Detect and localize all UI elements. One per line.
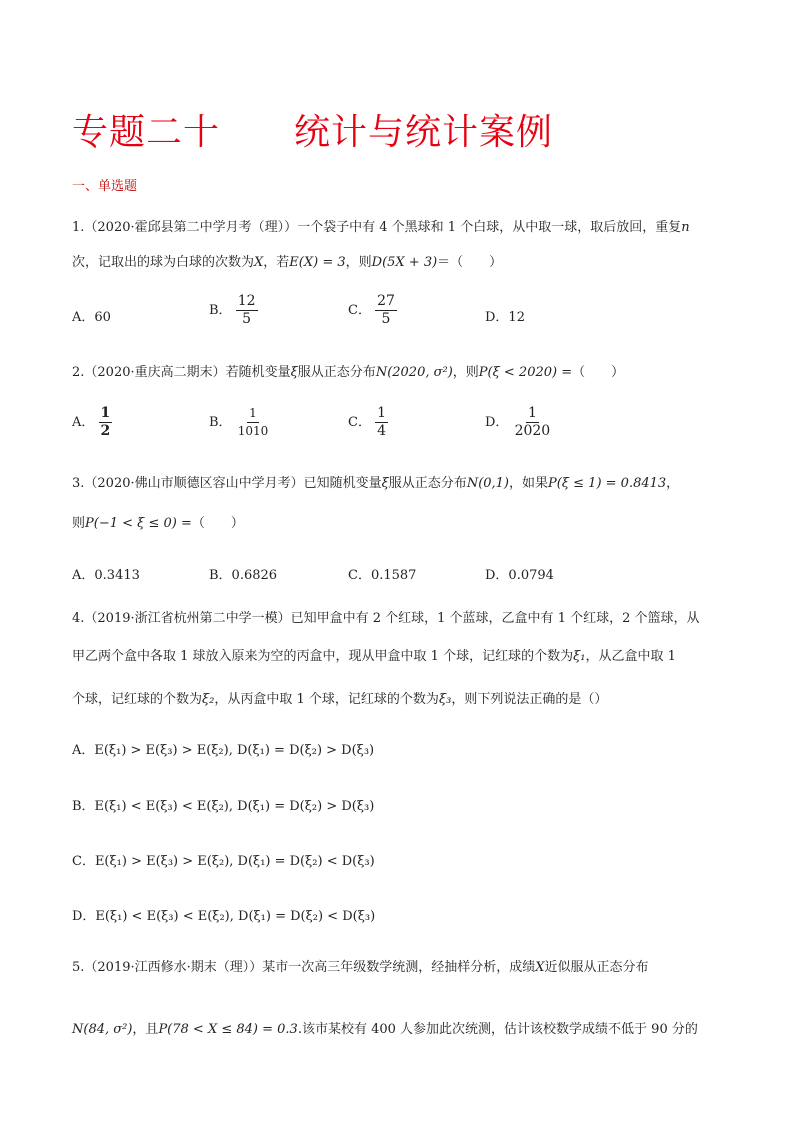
option-label: C． bbox=[348, 415, 371, 430]
fraction bbox=[236, 405, 271, 440]
q5-x: X bbox=[535, 960, 545, 975]
q1-text: 次，记取出的球为白球的次数为 bbox=[72, 255, 255, 270]
q4-text: ，从丙盒中取 1 个球，记红球的个数为 bbox=[214, 692, 439, 707]
fraction bbox=[375, 405, 388, 440]
numerator: 12 bbox=[237, 293, 256, 309]
fraction bbox=[513, 405, 553, 440]
option-label: C． bbox=[348, 303, 371, 318]
q4-text: ，则下列说法正确的是（） bbox=[451, 692, 608, 707]
q1-line-2 bbox=[72, 251, 502, 270]
q3-text: 3.（2020·佛山市顺德区容山中学月考）已知随机变量 bbox=[72, 476, 382, 491]
q4-xi1: ξ₁ bbox=[573, 649, 586, 664]
denominator: 4 bbox=[377, 423, 387, 439]
q4-option-c: C．E(ξ₁) > E(ξ₃) > E(ξ₂), D(ξ₁) = D(ξ₂) < D(ξ₃) bbox=[72, 854, 375, 869]
q2-normal: N(2020, σ²) bbox=[375, 365, 453, 380]
fraction bbox=[375, 293, 397, 328]
q2-option-c bbox=[348, 405, 388, 440]
q4-line-1: 4.（2019·浙江省杭州第二中学一模）已知甲盒中有 2 个红球，1 个蓝球，乙盒中有 1 个红球，2 个篮球，从 bbox=[72, 611, 700, 626]
numerator: 1 bbox=[377, 405, 387, 421]
q5-text: 5.（2019·江西修水·期末（理））某市一次高三年级数学统测，经抽样分析，成绩 bbox=[72, 960, 536, 975]
q1-x: X bbox=[254, 255, 264, 270]
q4-option-a: A．E(ξ₁) > E(ξ₃) > E(ξ₂), D(ξ₁) = D(ξ₂) > D(ξ₃) bbox=[72, 743, 375, 758]
numerator: 1 bbox=[247, 405, 259, 423]
q5-normal: N(84, σ²) bbox=[72, 1022, 133, 1037]
q4-line-2 bbox=[72, 645, 676, 664]
q1-option-b bbox=[209, 293, 258, 328]
q2-text: 2.（2020·重庆高二期末）若随机变量 bbox=[72, 365, 291, 380]
q5-prob: P(78 < X ≤ 84) = 0.3 bbox=[158, 1022, 298, 1037]
q3-prob-2: P(−1 < ξ ≤ 0) = bbox=[85, 516, 192, 531]
q1-dx: D(5X + 3) bbox=[371, 255, 438, 270]
q2-xi: ξ bbox=[290, 365, 298, 380]
q3-prob-1: P(ξ ≤ 1) = 0.8413 bbox=[548, 476, 667, 491]
q5-line-1 bbox=[72, 956, 649, 975]
q3-option-a: A．0.3413 bbox=[72, 568, 140, 583]
denominator: 2020 bbox=[514, 423, 551, 439]
q1-option-d: D．12 bbox=[485, 310, 525, 325]
fraction bbox=[236, 293, 258, 328]
q2-option-d bbox=[485, 405, 552, 440]
q3-line-2 bbox=[72, 512, 244, 531]
q3-xi: ξ bbox=[381, 476, 389, 491]
q1-ex: E(X) = 3 bbox=[289, 255, 346, 270]
q4-text: 甲乙两个盒中各取 1 球放入原来为空的丙盒中，现从甲盒中取 1 个球，记红球的个数为 bbox=[72, 649, 574, 664]
q1-line-1 bbox=[72, 216, 690, 235]
denominator: 5 bbox=[242, 311, 252, 327]
q4-option-d: D．E(ξ₁) < E(ξ₃) < E(ξ₂), D(ξ₁) = D(ξ₂) < D(ξ₃) bbox=[72, 909, 376, 924]
q1-text: ，则 bbox=[345, 255, 372, 270]
denominator: 2 bbox=[100, 423, 111, 439]
q4-option-b: B．E(ξ₁) < E(ξ₃) < E(ξ₂), D(ξ₁) = D(ξ₂) > D(ξ₃) bbox=[72, 799, 375, 814]
q1-text: ＝（ ） bbox=[437, 255, 503, 270]
q1-text: ，若 bbox=[263, 255, 290, 270]
q3-option-c: C．0.1587 bbox=[348, 568, 417, 583]
q5-text: .该市某校有 400 人参加此次统测，估计该校数学成绩不低于 90 分的 bbox=[297, 1022, 698, 1037]
q3-option-b: B．0.6826 bbox=[209, 568, 278, 583]
q2-text: ，则 bbox=[452, 365, 479, 380]
q4-xi3: ξ₃ bbox=[438, 692, 452, 707]
numerator: 1 bbox=[100, 405, 111, 421]
q1-option-a: A．60 bbox=[72, 310, 111, 325]
numerator: 1 bbox=[527, 405, 537, 421]
q3-text: ， bbox=[666, 476, 680, 491]
q2-option-a bbox=[72, 405, 112, 440]
option-label: B． bbox=[209, 415, 232, 430]
denominator: 1010 bbox=[237, 424, 269, 438]
q3-text: 服从正态分布 bbox=[388, 476, 467, 491]
section-heading: 一、单选题 bbox=[72, 179, 138, 194]
denominator: 5 bbox=[381, 311, 391, 327]
q4-text: 个球，记红球的个数为 bbox=[72, 692, 203, 707]
q2-text: （ ） bbox=[572, 365, 625, 380]
option-label: A． bbox=[72, 415, 95, 430]
q4-text: ，从乙盒中取 1 bbox=[585, 649, 676, 664]
q2-option-b bbox=[209, 405, 270, 440]
q4-xi2: ξ₂ bbox=[202, 692, 215, 707]
q3-line-1 bbox=[72, 472, 679, 491]
page-title: 专题二十 统计与统计案例 bbox=[72, 112, 554, 153]
q3-text: 则 bbox=[72, 516, 86, 531]
q3-text: （ ） bbox=[191, 516, 244, 531]
q1-n: n bbox=[681, 220, 690, 235]
q1-text: 1.（2020·霍邱县第二中学月考（理））一个袋子中有 4 个黑球和 1 个白球，从中取一球，取后放回，重复 bbox=[72, 220, 682, 235]
q2-prob: P(ξ < 2020) = bbox=[478, 365, 573, 380]
q5-text: 近似服从正态分布 bbox=[544, 960, 649, 975]
q3-option-d: D．0.0794 bbox=[485, 568, 554, 583]
option-label: D． bbox=[485, 415, 509, 430]
q3-normal: N(0,1) bbox=[466, 476, 510, 491]
fraction bbox=[99, 405, 113, 440]
q5-line-2 bbox=[72, 1018, 698, 1037]
q5-text: ，且 bbox=[132, 1022, 159, 1037]
numerator: 27 bbox=[377, 293, 395, 309]
q1-option-c bbox=[348, 293, 397, 328]
q3-text: ，如果 bbox=[509, 476, 549, 491]
q2-text: 服从正态分布 bbox=[297, 365, 376, 380]
q4-line-3 bbox=[72, 688, 607, 707]
option-label: B． bbox=[209, 303, 232, 318]
q2-line-1 bbox=[72, 361, 624, 380]
